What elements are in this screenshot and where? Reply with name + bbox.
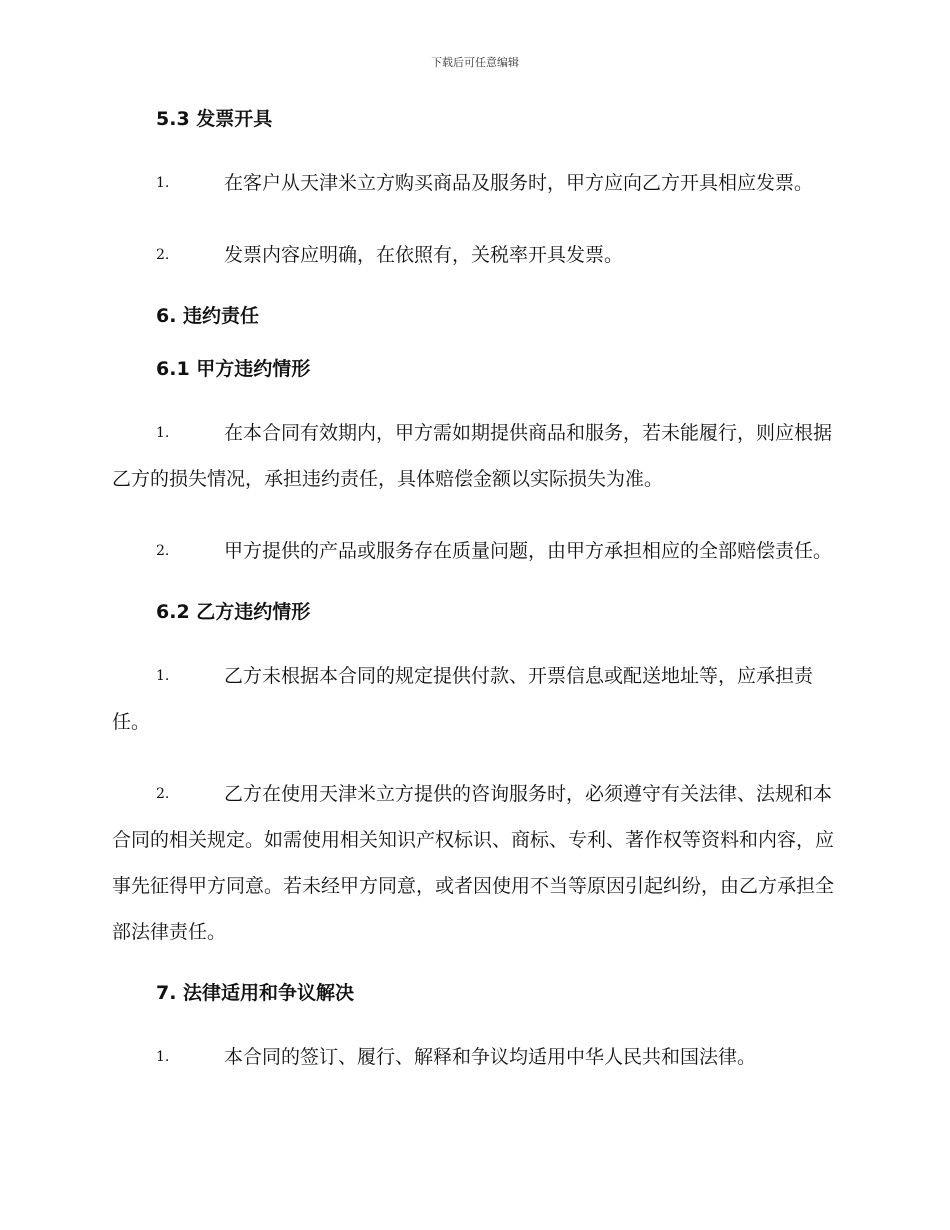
clause-number: 1. — [156, 1049, 170, 1065]
section-heading-6-2: 6.2 乙方违约情形 — [156, 601, 311, 623]
clause-number: 2. — [156, 543, 170, 559]
header-note: 下载后可任意编辑 — [431, 56, 519, 69]
clause-number: 2. — [156, 247, 170, 263]
clause-5-3-1 — [112, 160, 837, 206]
section-heading-6-1: 6.1 甲方违约情形 — [156, 358, 311, 380]
section-heading-6: 6. 违约责任 — [156, 305, 260, 327]
clause-text: 乙方在使用天津米立方提供的咨询服务时，必须遵守有关法律、法规和本合同的相关规定。如需使用相关知识产权标识、商标、专利、著作权等资料和内容，应事先征得甲方同意。若未经甲方同意，或者因使用不当等原因引起纠纷，由乙方承担全部法律责任。 — [112, 783, 835, 943]
clause-text: 本合同的签订、履行、解释和争议均适用中华人民共和国法律。 — [224, 1046, 757, 1068]
clause-text: 甲方提供的产品或服务存在质量问题，由甲方承担相应的全部赔偿责任。 — [224, 540, 833, 562]
clause-6-2-1 — [112, 653, 837, 745]
clause-text: 乙方未根据本合同的规定提供付款、开票信息或配送地址等，应承担责任。 — [112, 665, 814, 733]
clause-number: 1. — [156, 175, 170, 191]
section-heading-5-3: 5.3 发票开具 — [156, 108, 273, 130]
clause-6-1-2 — [112, 528, 837, 574]
clause-number: 1. — [156, 425, 170, 441]
document-body — [112, 107, 837, 1106]
clause-text: 在客户从天津米立方购买商品及服务时，甲方应向乙方开具相应发票。 — [224, 172, 814, 194]
clause-6-2-2 — [112, 771, 837, 955]
clause-number: 2. — [156, 786, 170, 802]
clause-7-1 — [112, 1034, 837, 1080]
clause-6-1-1 — [112, 410, 837, 502]
clause-text: 发票内容应明确，在依照有，关税率开具发票。 — [224, 244, 624, 266]
clause-text: 在本合同有效期内，甲方需如期提供商品和服务，若未能履行，则应根据乙方的损失情况，承担违约责任，具体赔偿金额以实际损失为准。 — [112, 422, 833, 490]
clause-5-3-2 — [112, 232, 837, 278]
section-heading-7: 7. 法律适用和争议解决 — [156, 982, 355, 1004]
clause-number: 1. — [156, 668, 170, 684]
